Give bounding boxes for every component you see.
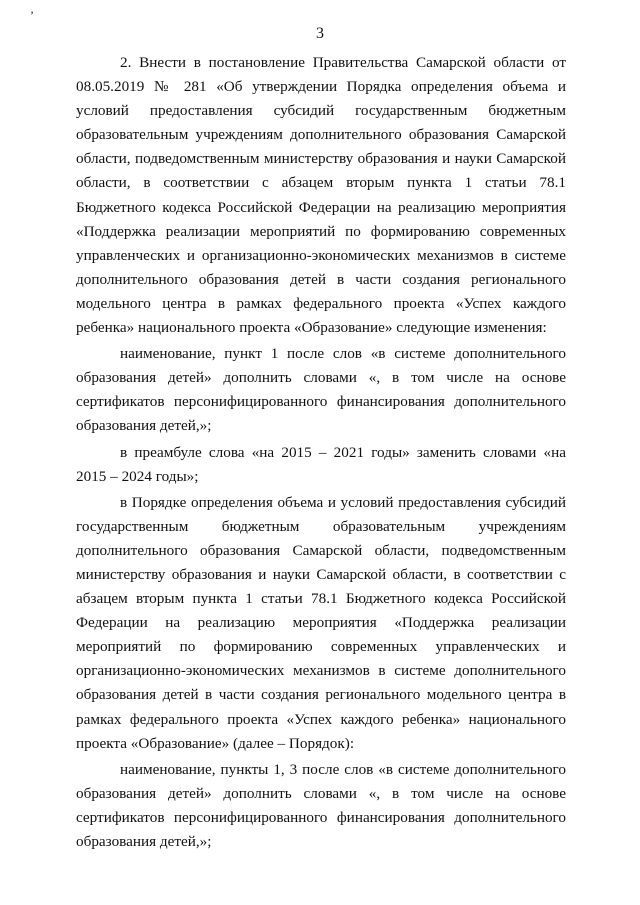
paragraph-title-change: наименование, пункт 1 после слов «в системе дополнительного образования детей» дополнить словами «, в том числе на основе сертификатов персонифицированного финансирования дополнительного образования детей,»; — [76, 345, 566, 435]
paragraph-procedure-intro: в Порядке определения объема и условий предоставления субсидий государственным бюджетным образовательным учреждениям дополнительного образования Самарской области, подведомственным министерству образования и науки Самарской области, в соответствии с абзацем вторым пункта 1 статьи 78.1 Бюджетного кодекса Российской Федерации на реализацию мероприятия «Поддержка реализации мероприятий по формированию современных управленческих и организационно-экономических механизмов в системе дополнительного образования детей в части создания регионального модельного центра в рамках федерального проекта «Успех каждого ребенка» национального проекта «Образование» (далее – Порядок): — [76, 493, 566, 752]
page-number: 3 — [316, 25, 324, 42]
document-body — [76, 51, 566, 856]
paragraph-preamble-change: в преамбуле слова «на 2015 – 2021 годы» заменить словами «на 2015 – 2024 годы»; — [76, 443, 566, 485]
corner-mark: ’ — [30, 8, 34, 22]
paragraph-amendment-intro: 2. Внести в постановление Правительства Самарской области от 08.05.2019 № 281 «Об утверждении Порядка определения объема и условий предоставления субсидий государственным бюджетным образовательным учреждениям дополнительного образования Самарской области, подведомственным министерству образования и науки Самарской области, в соответствии с абзацем вторым пункта 1 статьи 78.1 Бюджетного кодекса Российской Федерации на реализацию мероприятия «Поддержка реализации мероприятий по формированию современных управленческих и организационно-экономических механизмов в системе дополнительного образования детей в части создания регионального модельного центра в рамках федерального проекта «Успех каждого ребенка» национального проекта «Образование» следующие изменения: — [76, 54, 566, 337]
paragraph-procedure-title-change: наименование, пункты 1, 3 после слов «в системе дополнительного образования детей» дополнить словами «, в том числе на основе сертификатов персонифицированного финансирования дополнительного образования детей,»; — [76, 760, 566, 850]
